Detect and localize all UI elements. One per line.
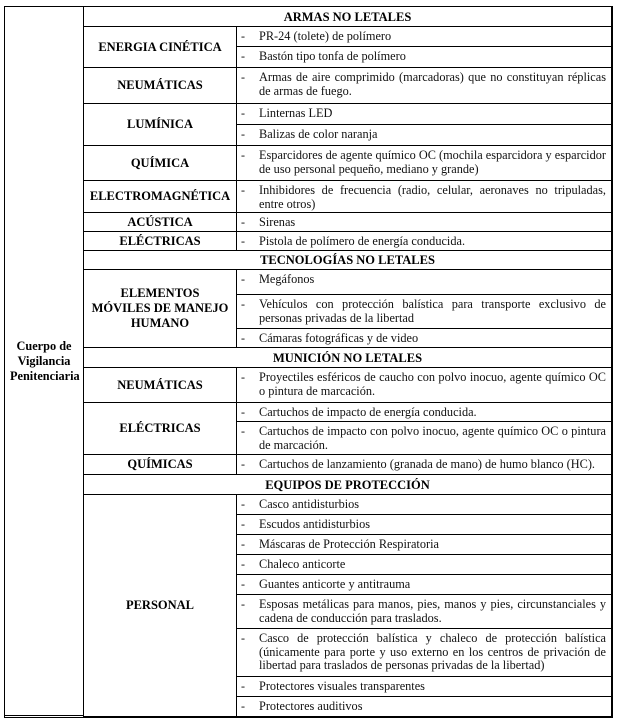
item-text: Cámaras fotográficas y de video	[259, 331, 419, 345]
bullet-dash: -	[241, 331, 245, 345]
item-text: PR-24 (tolete) de polímero	[259, 29, 392, 43]
bullet-dash: -	[241, 497, 245, 511]
section-title: TECNOLOGÍAS NO LETALES	[260, 253, 435, 267]
item-text: Casco antidisturbios	[259, 497, 360, 511]
item-row	[236, 180, 612, 213]
bullet-dash: -	[241, 699, 245, 713]
category-cell	[83, 454, 237, 475]
section-title: EQUIPOS DE PROTECCIÓN	[265, 477, 430, 492]
item-row	[236, 494, 612, 515]
item-text: Esposas metálicas para manos, pies, manos y pies, circunstanciales y cadena de conducción para traslados.	[259, 597, 606, 625]
category-label: LUMÍNICA	[127, 117, 193, 131]
item-text: Megáfonos	[259, 272, 315, 286]
item-row	[236, 574, 612, 595]
item-row	[236, 367, 612, 403]
section-header	[83, 347, 612, 368]
item-row	[236, 212, 612, 232]
bullet-dash: -	[241, 70, 245, 84]
unit-label: Cuerpo de Vigilancia Penitenciaria	[10, 338, 80, 383]
category-cell	[83, 212, 237, 232]
bullet-dash: -	[241, 49, 245, 63]
category-label: ENERGIA CINÉTICA	[98, 39, 222, 54]
item-text: Bastón tipo tonfa de polímero	[259, 49, 406, 63]
category-label: ELECTROMAGNÉTICA	[89, 189, 231, 203]
item-text: Inhibidores de frecuencia (radio, celular, aeronaves no tripuladas, entre otros)	[259, 183, 606, 211]
bullet-dash: -	[241, 106, 245, 120]
bullet-dash: -	[241, 631, 245, 645]
item-row	[236, 628, 612, 677]
bullet-dash: -	[241, 183, 245, 197]
category-label: ACÚSTICA	[127, 214, 193, 229]
item-text: Protectores visuales transparentes	[259, 679, 425, 693]
bullet-dash: -	[241, 517, 245, 531]
item-row	[236, 294, 612, 329]
item-row	[236, 402, 612, 422]
item-row	[236, 696, 612, 717]
category-cell	[83, 269, 237, 348]
item-row	[236, 421, 612, 455]
bullet-dash: -	[241, 234, 245, 248]
item-text: Vehículos con protección balística para transporte exclusivo de personas privadas de la libertad	[259, 297, 606, 325]
category-cell	[83, 26, 237, 68]
section-header	[83, 6, 612, 27]
item-text: Esparcidores de agente químico OC (mochila esparcidora y esparcidor de uso personal pequeño, mediano y grande)	[259, 148, 606, 176]
bullet-dash: -	[241, 405, 245, 419]
section-header	[83, 250, 612, 270]
item-row	[236, 26, 612, 47]
item-row	[236, 67, 612, 104]
bullet-dash: -	[241, 29, 245, 43]
item-row	[236, 103, 612, 125]
category-label: NEUMÁTICAS	[117, 377, 203, 392]
item-row	[236, 328, 612, 348]
item-row	[236, 676, 612, 697]
item-text: Proyectiles esféricos de caucho con polvo inocuo, agente químico OC o pintura de marcación.	[259, 370, 606, 398]
item-text: Guantes anticorte y antitrauma	[259, 577, 411, 591]
category-label: QUÍMICAS	[127, 457, 193, 471]
item-row	[236, 554, 612, 575]
category-cell	[83, 494, 237, 717]
item-text: Chaleco anticorte	[259, 557, 346, 571]
section-title: MUNICIÓN NO LETALES	[272, 350, 423, 365]
category-cell	[83, 103, 237, 146]
category-cell	[83, 180, 237, 213]
item-text: Balizas de color naranja	[259, 127, 378, 141]
item-text: Cartuchos de impacto con polvo inocuo, agente químico OC o pintura de marcación.	[259, 424, 606, 452]
item-text: Armas de aire comprimido (marcadoras) que no constituyan réplicas de armas de fuego.	[259, 70, 606, 98]
item-text: Cartuchos de impacto de energía conducida.	[259, 405, 477, 419]
bullet-dash: -	[241, 297, 245, 311]
section-header	[83, 474, 612, 495]
category-cell	[83, 402, 237, 455]
bullet-dash: -	[241, 557, 245, 571]
bullet-dash: -	[241, 370, 245, 384]
bullet-dash: -	[241, 457, 245, 471]
bullet-dash: -	[241, 272, 245, 286]
item-text: Cartuchos de lanzamiento (granada de mano) de humo blanco (HC).	[259, 457, 595, 471]
category-label: ELÉCTRICAS	[119, 421, 201, 435]
category-cell	[83, 67, 237, 104]
category-label: QUÍMICA	[130, 155, 190, 170]
item-row	[236, 269, 612, 295]
item-row	[236, 46, 612, 68]
bullet-dash: -	[241, 127, 245, 141]
item-row	[236, 124, 612, 146]
category-label: PERSONAL	[125, 598, 195, 612]
item-row	[236, 145, 612, 181]
item-row	[236, 231, 612, 251]
item-text: Pistola de polímero de energía conducida.	[259, 234, 466, 248]
section-title: ARMAS NO LETALES	[283, 9, 412, 24]
category-cell	[83, 145, 237, 181]
item-row	[236, 594, 612, 629]
bullet-dash: -	[241, 597, 245, 611]
item-text: Escudos antidisturbios	[259, 517, 371, 531]
unit-cell	[4, 6, 84, 716]
item-row	[236, 534, 612, 555]
item-text: Linternas LED	[259, 106, 333, 120]
category-cell	[83, 231, 237, 251]
category-label: ELÉCTRICAS	[119, 233, 201, 248]
item-text: Casco de protección balística y chaleco de protección balística (únicamente para porte y uso externo en los centros de privación de libertad para traslados de personas privadas de la libertad)	[259, 631, 606, 672]
bullet-dash: -	[241, 424, 245, 438]
item-text: Protectores auditivos	[259, 699, 363, 713]
category-cell	[83, 367, 237, 403]
item-row	[236, 454, 612, 475]
bullet-dash: -	[241, 679, 245, 693]
category-label: ELEMENTOS MÓVILES DE MANEJO HUMANO	[91, 286, 229, 330]
bullet-dash: -	[241, 577, 245, 591]
bullet-dash: -	[241, 537, 245, 551]
bullet-dash: -	[241, 148, 245, 162]
category-label: NEUMÁTICAS	[117, 78, 203, 92]
bullet-dash: -	[241, 215, 245, 229]
item-text: Sirenas	[259, 215, 296, 229]
item-text: Máscaras de Protección Respiratoria	[259, 537, 439, 551]
item-row	[236, 514, 612, 535]
